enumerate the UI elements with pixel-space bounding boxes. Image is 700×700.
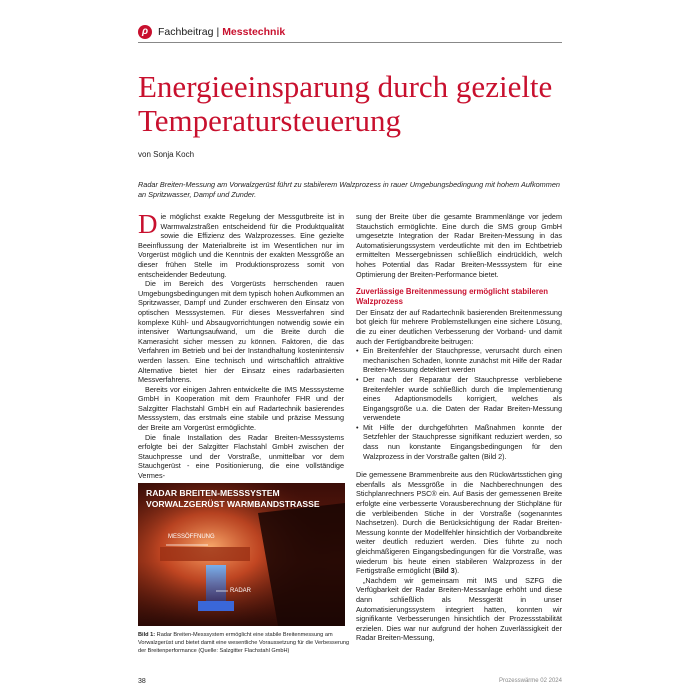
slab-surface bbox=[160, 547, 250, 561]
bullet-list bbox=[356, 346, 562, 461]
section-header bbox=[138, 24, 562, 44]
page-number: 38 bbox=[138, 678, 146, 685]
right-paragraph-3-text: Die gemessene Brammenbreite aus den Rückwärtsstichen ging ebenfalls als Messgröße in die Nachberechnungen des Stichplanrechners PSC® ein. Auf Basis der gemessenen Breite erfolgte eine verbesserte Vorausberechnung der Stichpläne für die verbleibenden Stiche in der Vorstraße (sogenanntes Nachsetzen). Durch die Berücksichtigung der Radar Breiten-Messung konnte der Modellfehler hinsichtlich der Vorbandbreite weiter deutlich reduziert werden. Dies führte zu noch gleichmäßigeren Eingangsbedingungen für die Vorstraße, was wiederum bis heute einen stabileren Walzprozess in der Fertigstraße ermöglicht ( bbox=[356, 470, 562, 576]
right-paragraph-4: „Nachdem wir gemeinsam mit IMS und SZFG die Verfügbarkeit der Radar Breiten-Messanlage erhöht und diese dann schließlich als Messgerät in unser Automatisierungssystem integriert hatten, konnten wir signifikante Verbesserungen hinsichtlich der Prozessstabilität erzielen. Dies war nur aufgrund der hohen Zuverlässigkeit der Radar Breiten-Messung, bbox=[356, 575, 562, 643]
publisher-logo-icon: ρ bbox=[138, 25, 152, 39]
figure-label-radar: RADAR bbox=[230, 588, 252, 594]
left-paragraph-4: Die finale Installation des Radar Breiten-Messsystems erfolgte bei der Salzgitter Flachstahl GmbH zwischen der Stauchpresse und der Vorstraße, unmittelbar vor dem Stauchgerüst - eine Positionierung, die eine vollständige Vermes- bbox=[138, 432, 344, 481]
header-topic: Messtechnik bbox=[222, 26, 286, 38]
right-column bbox=[356, 212, 562, 643]
article-author: von Sonja Koch bbox=[138, 150, 195, 159]
left-paragraph-1-text: ie möglichst exakte Regelung der Messgutbreite ist in Warmwalzstraßen entscheidend für die Produktqualität sowie die Effizienz des Walzprozesses. Eine gezielte Beeinflussung der Materialbreite ist im Wesentlichen nur im Vorgerüst möglich und die Kenntnis der exakten Messgröße an dieser frühen Stelle im Produktionsprozess somit von entscheidender Bedeutung. bbox=[138, 212, 344, 279]
figure-caption bbox=[138, 631, 350, 655]
figure-label-opening: MESSÖFFNUNG bbox=[168, 534, 215, 540]
left-paragraph-1 bbox=[138, 209, 344, 279]
caption-text: Radar Breiten-Messsystem ermöglicht eine stabile Breitenmessung am Vorwalzgerüst und bietet damit eine wesentliche Voraussetzung für die Verbesserung der Breitenperformance (Quelle: Salzgitter Flachstahl GmbH) bbox=[138, 632, 350, 654]
figure-title-line-2: VORWALZGERÜST WARMBANDSTRASSE bbox=[146, 499, 320, 509]
radar-unit bbox=[198, 601, 234, 611]
list-item: • Ein Breitenfehler der Stauchpresse, verursacht durch einen mechanischen Schaden, konnte zunächst mit Hilfe der Radar Breiten-Messung detektiert werden bbox=[356, 346, 562, 375]
header-separator: | bbox=[216, 26, 220, 38]
radar-beam bbox=[206, 565, 226, 603]
right-paragraph-2: Der Einsatz der auf Radartechnik basierenden Breitenmessung bot gleich für mehrere Problemstellungen eine sichere Lösung, die zu einer deutlichen Verbesserung der Vorband- und damit auch der Fertigbandbreite beitrugen: bbox=[356, 307, 562, 346]
right-paragraph-3-end: ). bbox=[454, 566, 460, 576]
left-paragraph-2: Die im Bereich des Vorgerüsts herrschenden rauen Umgebungsbedingungen mit dem typisch hohen Aufkommen an Spritzwasser, Dampf und Zunder erschweren den Einsatz von optischen Messsystemen. Für dieses Messverfahren sind komplexe Kühl- und Absaugvorrichtungen notwendig sowie ein intensiver Wartungsaufwand, um die Breite durch die Kamerasicht sicher messen zu können. Faktoren, die das Verfahren im Betrieb und bei der Instandhaltung kostenintensiv werden lassen. Eine technisch und wirtschaftlich attraktive Alternative bietet hier der Einsatz eines radarbasierten Messverfahrens. bbox=[138, 279, 344, 385]
figure-title-line-1: RADAR BREITEN-MESSSYSTEM bbox=[146, 488, 280, 498]
figure-reference: Bild 3 bbox=[434, 566, 455, 576]
list-item: • Mit Hilfe der durchgeführten Maßnahmen konnte der Setzfehler der Stauchpresse signifikant reduziert werden, so dass nun konstante Eingangsbedingungen für den Walzprozess in der Vorstraße galten (Bild 2). bbox=[356, 423, 562, 461]
header-category: Fachbeitrag bbox=[158, 26, 214, 38]
article-lead: Radar Breiten-Messung am Vorwalzgerüst führt zu stabilerem Walzprozess in rauer Umgebungsbedingung mit hohem Aufkommen an Spritzwasser, Dampf und Zunder. bbox=[138, 180, 560, 199]
right-paragraph-1: sung der Breite über die gesamte Brammenlänge vor jedem Stauchstich ermöglichte. Eine durch die SMS group GmbH umgesetzte Integration der Radar Breiten-Messung in das Automatisierungssystem verdeutlichte mit den im Echtbetrieb ermittelten Messergebnissen schließlich eindrücklich, welch hohes Potential das Radar Breiten-Messsystem für eine Optimierung der Breiten-Performance bietet. bbox=[356, 212, 562, 279]
header-rule bbox=[138, 42, 562, 43]
left-column bbox=[138, 209, 344, 481]
left-paragraph-3: Bereits vor einigen Jahren entwickelte die IMS Messsysteme GmbH in Kooperation mit dem Fraunhofer FHR und der Salzgitter Flachstahl GmbH ein auf Radartechnik basierendes Messsystem, das erstmals eine stabile und präzise Messung der Breite am Vorgerüst ermöglichte. bbox=[138, 384, 344, 433]
article-title: Energieeinsparung durch gezielte Temperatursteuerung bbox=[138, 69, 553, 138]
caption-label: Bild 1: bbox=[138, 632, 156, 638]
drop-cap: D bbox=[138, 209, 158, 239]
right-paragraph-3 bbox=[356, 470, 562, 576]
figure-radar-system-photo bbox=[138, 483, 345, 626]
issue-label: Prozesswärme 02 2024 bbox=[498, 678, 562, 684]
list-item: • Der nach der Reparatur der Stauchpresse verbliebene Breitenfehler wurde schließlich durch die Implementierung eines Adaptionsmodells korrigiert, welches als Eingangsgröße u.a. die Daten der Radar Breiten-Messung verwendete bbox=[356, 375, 562, 423]
section-subheading: Zuverlässige Breitenmessung ermöglicht stabileren Walzprozess bbox=[356, 287, 548, 306]
header-label bbox=[158, 25, 285, 39]
